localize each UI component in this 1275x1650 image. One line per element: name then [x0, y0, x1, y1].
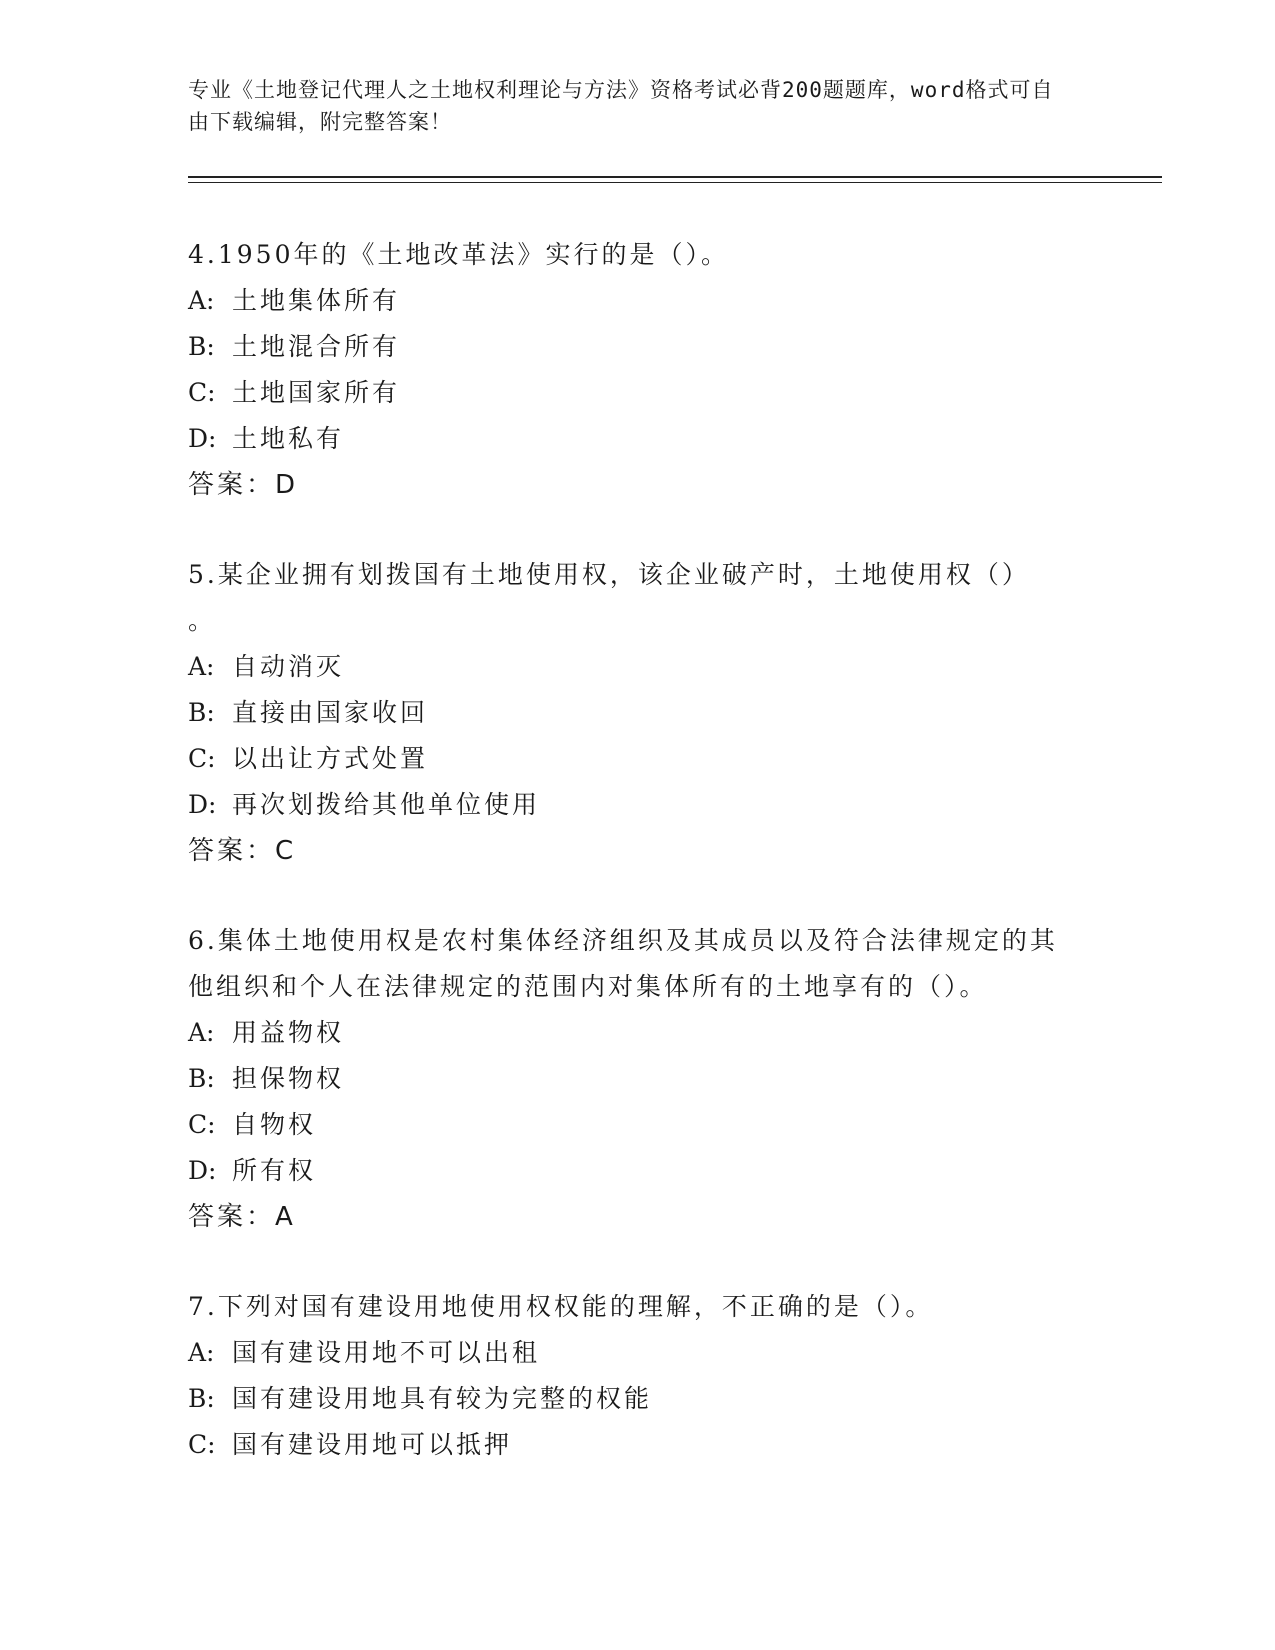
answer-line: 答案：C	[188, 836, 297, 866]
option-text: 自物权	[232, 1110, 317, 1139]
option-b	[188, 1376, 1068, 1422]
option-text: 国有建设用地不可以出租	[232, 1338, 541, 1367]
option-text: 国有建设用地可以抵押	[232, 1430, 513, 1459]
option-d	[188, 782, 1068, 828]
question-stem: 4.1950年的《土地改革法》实行的是（）。	[188, 240, 729, 269]
option-key: A:	[188, 286, 215, 315]
option-text: 国有建设用地具有较为完整的权能	[232, 1384, 653, 1413]
option-key: B:	[188, 698, 215, 727]
option-key: A:	[188, 1018, 215, 1047]
option-text: 自动消灭	[232, 652, 345, 681]
option-c	[188, 370, 1068, 416]
option-key: D:	[188, 790, 217, 819]
question-4	[188, 232, 1068, 508]
option-a	[188, 1330, 1068, 1376]
option-key: D:	[188, 424, 217, 453]
option-text: 土地国家所有	[232, 378, 401, 407]
header-divider-thin	[188, 182, 1162, 183]
option-key: A:	[188, 1338, 215, 1367]
option-c	[188, 1422, 1068, 1468]
option-text: 直接由国家收回	[232, 698, 429, 727]
document-header: 专业《土地登记代理人之土地权利理论与方法》资格考试必背200题题库，word格式可自由下载编辑，附完整答案！	[188, 78, 1054, 134]
option-text: 土地混合所有	[232, 332, 401, 361]
option-text: 以出让方式处置	[232, 744, 429, 773]
answer-line: 答案：A	[188, 1202, 296, 1232]
option-text: 用益物权	[232, 1018, 345, 1047]
option-key: A:	[188, 652, 215, 681]
option-key: C:	[188, 378, 216, 407]
answer-line: 答案：D	[188, 470, 299, 500]
option-text: 所有权	[232, 1156, 317, 1185]
option-d	[188, 416, 1068, 462]
question-7	[188, 1284, 1068, 1468]
option-c	[188, 1102, 1068, 1148]
option-text: 土地集体所有	[232, 286, 401, 315]
option-d	[188, 1148, 1068, 1194]
header-divider-thick	[188, 176, 1162, 178]
option-key: C:	[188, 1430, 216, 1459]
option-key: C:	[188, 1110, 216, 1139]
question-stem: 5.某企业拥有划拨国有土地使用权，该企业破产时，土地使用权（） 。	[188, 560, 1030, 635]
option-a	[188, 644, 1068, 690]
option-text: 土地私有	[232, 424, 345, 453]
question-6	[188, 918, 1068, 1240]
question-list	[188, 232, 1068, 1512]
question-stem: 6.集体土地使用权是农村集体经济组织及其成员以及符合法律规定的其他组织和个人在法律规定的范围内对集体所有的土地享有的（）。	[188, 926, 1058, 1001]
option-key: B:	[188, 332, 215, 361]
option-text: 担保物权	[232, 1064, 345, 1093]
option-key: B:	[188, 1064, 215, 1093]
question-5	[188, 552, 1068, 874]
option-key: C:	[188, 744, 216, 773]
option-b	[188, 324, 1068, 370]
option-text: 再次划拨给其他单位使用	[232, 790, 541, 819]
option-b	[188, 690, 1068, 736]
option-a	[188, 1010, 1068, 1056]
question-stem: 7.下列对国有建设用地使用权权能的理解，不正确的是（）。	[188, 1292, 934, 1321]
option-a	[188, 278, 1068, 324]
option-b	[188, 1056, 1068, 1102]
option-key: B:	[188, 1384, 215, 1413]
option-key: D:	[188, 1156, 217, 1185]
option-c	[188, 736, 1068, 782]
